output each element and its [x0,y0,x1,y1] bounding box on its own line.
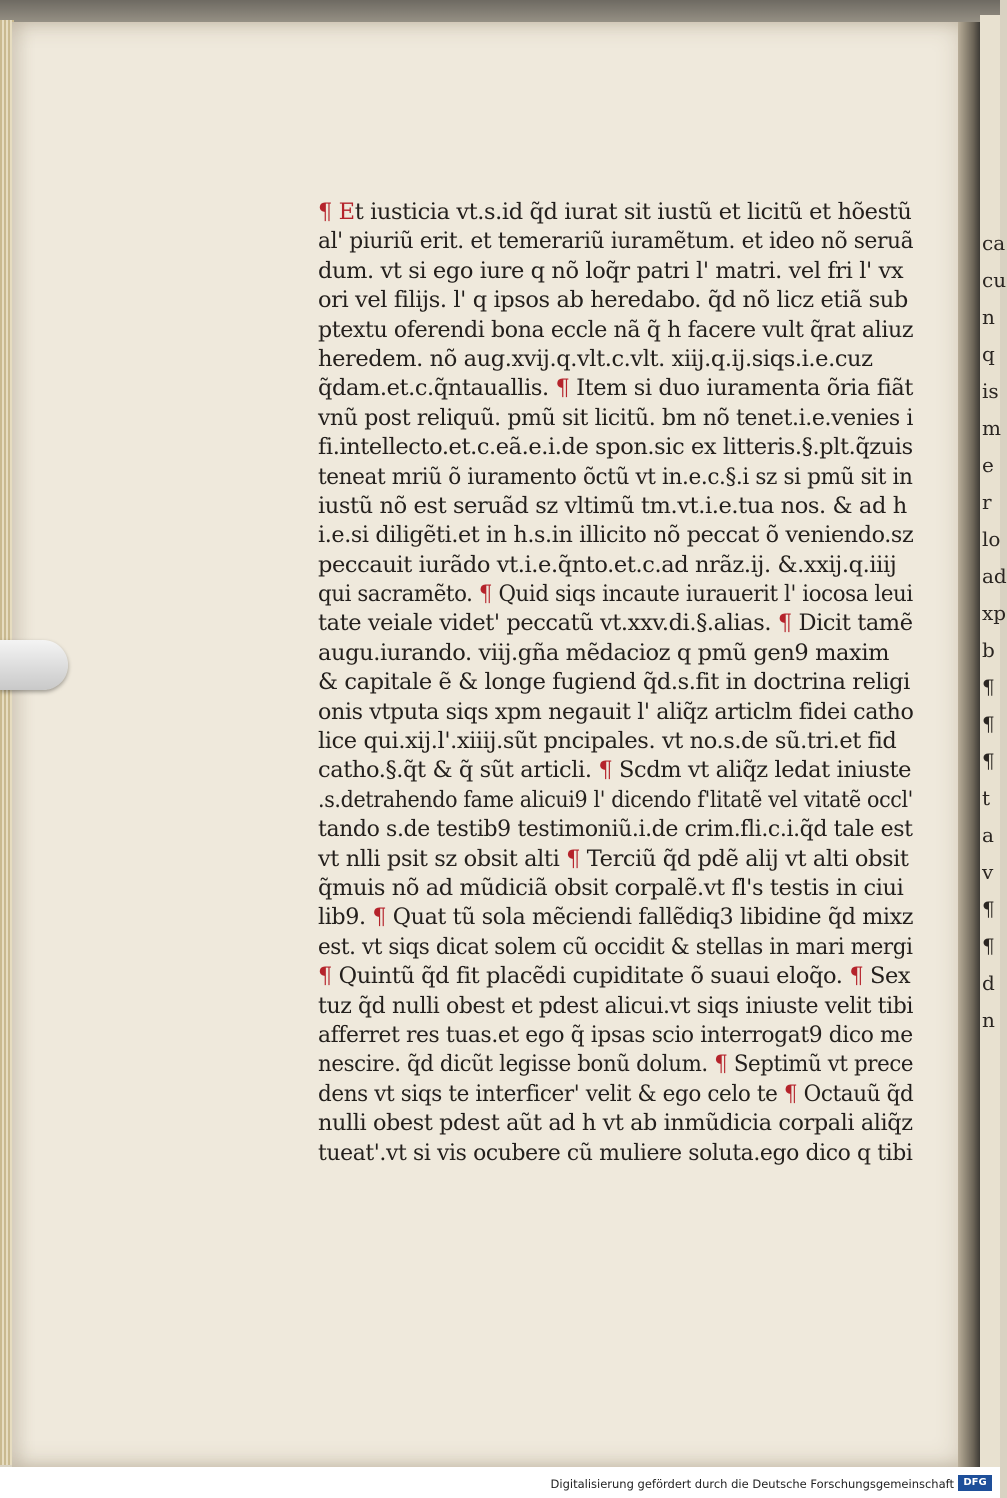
text-line [318,521,914,550]
paragraph-mark: ¶ [566,845,581,872]
line-text: teneat mriũ õ iuramento õctũ vt in.e.c.§.i sz si pmũ sit in [318,463,913,490]
line-text: est. vt siqs dicat solem cũ occidit & stellas in mari mergi [318,933,913,960]
text-line [318,1139,913,1168]
paragraph-mark: ¶ [714,1051,728,1078]
line-text: dum. vt si ego iure q nõ loq̃r patri l' matri. vel fri l' vx [318,257,904,284]
line-text: ptextu oferendi bona eccle nã q̃ h facere vult q̃rat aliuz [318,316,914,343]
text-line [318,962,913,991]
line-text: qui sacramẽto. ¶ Quid siqs incaute iurauerit l' iocosa leui [318,581,913,608]
text-line [318,668,913,697]
text-line [318,1080,914,1109]
line-text: lice qui.xij.l'.xiiij.sũt pncipales. vt no.s.de sũ.tri.et fid [318,728,897,755]
text-line [318,433,912,462]
rubric-initial: ¶ E [318,199,355,225]
line-text: q̃dam.et.c.q̃ntauallis. ¶ Item si duo iuramenta õria fiãt [318,375,914,402]
line-text: tueat'.vt si vis ocubere cũ muliere soluta.ego dico q tibi [318,1139,913,1166]
line-text: q̃muis nõ ad mũdiciã obsit corpalẽ.vt fl's testis in ciui [318,874,904,901]
line-text: & capitale ẽ & longe fugiend q̃d.s.fit in doctrina religi [318,669,910,696]
line-text: vt nlli psit sz obsit alti ¶ Terciũ q̃d pdẽ alij vt alti obsit [318,845,909,872]
text-line [318,933,913,962]
text-line [318,698,914,727]
text-line [318,345,913,374]
line-text: vnũ post reliquũ. pmũ sit licitũ. bm nõ tenet.i.e.venies i [318,404,914,431]
line-text: tando s.de testib9 testimoniũ.i.de crim.fli.c.i.q̃d tale est [318,816,913,843]
line-text: peccauit iurãdo vt.i.e.q̃nto.et.c.ad nrãz.ij. &.xxij.q.iiij [318,551,897,578]
text-line [318,992,914,1021]
line-text: heredem. nõ aug.xvij.q.vlt.c.vlt. xiij.q.ij.siqs.i.e.cuz [318,345,873,372]
line-text: al' piuriũ erit. et temerariũ iuramẽtum. et ideo nõ seruã [318,228,914,255]
line-text: iustũ nõ est seruãd sz vltimũ tm.vt.i.e.tua nos. & ad h [318,492,907,519]
funding-credit: Digitalisierung gefördert durch die Deutsche Forschungsgemeinschaft [550,1477,954,1491]
line-text: fi.intellecto.et.c.eã.e.i.de spon.sic ex litteris.§.plt.q̃zuis [318,434,913,461]
incunabula-text-block [318,198,913,1168]
paragraph-mark: ¶ [777,610,792,637]
text-line [318,404,914,433]
paragraph-mark: ¶ [318,963,332,990]
text-line [318,257,913,286]
line-text: augu.iurando. viij.gña mẽdacioz q pmũ gen9 maxim [318,639,890,666]
text-line [318,1109,913,1138]
paragraph-mark: ¶ [598,757,613,784]
line-text: .s.detrahendo fame alicui9 l' dicendo f'litatẽ vel vitatẽ occl' [318,786,913,813]
paragraph-mark: ¶ [849,963,864,990]
paragraph-mark: ¶ [478,581,493,608]
text-line [318,463,913,492]
line-text: tuz q̃d nulli obest et pdest alicui.vt siqs iniuste velit tibi [318,992,914,1019]
line-text: dens vt siqs te interficer' velit & ego celo te ¶ Octauũ q̃d [318,1080,914,1107]
line-text: nescire. q̃d dicũt legisse bonũ dolum. ¶ Septimũ vt prece [318,1051,914,1078]
text-line [318,1021,913,1050]
text-line [318,286,913,315]
text-line [318,609,912,638]
line-text: afferret res tuas.et ego q̃ ipsas scio interrogat9 dico me [318,1021,913,1048]
text-line [318,316,914,345]
text-line [318,727,913,756]
paragraph-mark: ¶ [372,904,387,931]
line-text: onis vtputa siqs xpm negauit l' aliq̃z articlm fidei catho [318,698,914,725]
line-text: i.e.si diligẽti.et in h.s.in illicito nõ peccat õ veniendo.sz [318,522,914,549]
line-text: t iusticia vt.s.id q̃d iurat sit iustũ et licitũ et hõestũ [354,199,912,225]
line-text: ori vel filijs. l' q ipsos ab heredabo. q̃d nõ licz etiã sub [318,287,908,314]
line-text: lib9. ¶ Quat tũ sola mẽciendi fallẽdiq3 libidine q̃d mixz [318,904,914,931]
text-line [318,874,913,903]
text-line [318,815,913,844]
book-gutter [958,22,980,1467]
line-text: nulli obest pdest aũt ad h vt ab inmũdicia corpali aliq̃z [318,1110,913,1137]
dfg-logo: DFG [958,1475,992,1491]
line-text: tate veiale videt' peccatũ vt.xxv.di.§.alias. ¶ Dicit tamẽ [318,610,913,637]
text-line [318,786,913,815]
text-line [318,845,913,874]
page-holder-clip [0,640,68,690]
text-line [318,580,913,609]
line-text: ¶ Quintũ q̃d fit placẽdi cupiditate õ suaui eloq̃o. ¶ Sex [318,963,911,990]
line-text: catho.§.q̃t & q̃ sũt articli. ¶ Scdm vt aliq̃z ledat iniuste [318,757,912,784]
facing-page-text: ca cu n q is m e r lo ad xp b ¶ ¶ ¶ t a v ¶ ¶ d n [982,231,1007,1032]
paragraph-mark: ¶ [783,1080,798,1107]
text-line [318,492,913,521]
text-line [318,374,912,403]
text-line [318,1050,914,1079]
text-line [318,198,913,227]
paragraph-mark: ¶ [555,375,570,402]
text-line [318,227,914,256]
text-line [318,756,913,785]
text-line [318,903,914,932]
text-line [318,639,913,668]
text-line [318,551,913,580]
footer-bar [0,1467,1000,1498]
